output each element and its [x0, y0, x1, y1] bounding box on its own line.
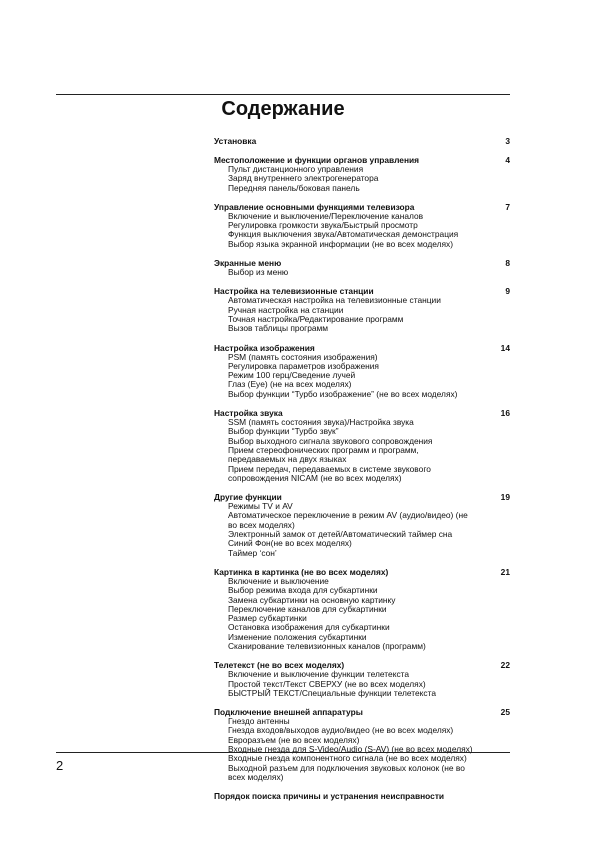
toc-section [214, 136, 510, 146]
toc-item[interactable]: Пульт дистанционного управления [228, 164, 364, 174]
toc-item[interactable]: Выбор функции “Турбо изображение” (не во всех моделях) [228, 388, 458, 399]
toc-item[interactable]: Сканирование телевизионных каналов (программ) [228, 640, 426, 651]
toc-section-title: Местоположение и функции органов управления [214, 155, 420, 165]
toc-item[interactable]: Функция выключения звука/Автоматическая демонстрация [228, 229, 459, 240]
toc-item[interactable]: Таймер ‘сон’ [228, 547, 277, 558]
toc-section [214, 258, 510, 277]
toc-section [214, 791, 510, 801]
toc-item[interactable]: SSM (память состояния звука)/Настройка звука [228, 417, 414, 428]
toc-item[interactable]: Прием стереофонических программ и программ, [228, 444, 419, 455]
toc-page-number: 8 [505, 258, 510, 269]
top-rule [56, 94, 510, 95]
toc-item[interactable]: Выбор языка экранной информации (не во всех моделях) [228, 238, 454, 249]
toc-item[interactable]: во всех моделях) [228, 519, 295, 530]
toc-item[interactable]: Простой текст/Текст СВЕРХУ (не во всех моделях) [228, 678, 426, 689]
toc-section-title: Настройка на телевизионные станции [214, 286, 374, 297]
toc-section-heading[interactable] [214, 136, 510, 146]
toc-item[interactable]: Входные гнезда для S-Video/Audio (S-AV) (не во всех моделях) [228, 744, 473, 755]
toc-item[interactable]: Режимы TV и AV [228, 501, 293, 512]
toc-item[interactable]: Глаз (Eye) (не на всех моделях) [228, 379, 352, 390]
toc-section-title: Установка [214, 136, 257, 146]
toc-item[interactable]: Автоматическое переключение в режим AV (аудио/видео) (не [228, 510, 468, 521]
toc-section [214, 408, 510, 483]
toc-item[interactable]: Ручная настройка на станции [228, 304, 344, 315]
toc-item[interactable]: Заряд внутреннего электрогенератора [228, 173, 379, 184]
toc-item[interactable]: Гнезда входов/выходов аудио/видео (не во всех моделях) [228, 725, 454, 736]
toc-item[interactable]: Гнездо антенны [228, 716, 290, 727]
toc-item[interactable]: PSM (память состояния изображения) [228, 351, 378, 362]
toc-section-heading[interactable] [214, 791, 510, 801]
toc-section-title: Подключение внешней аппаратуры [214, 707, 363, 718]
toc-item[interactable]: Включение и выключение [228, 575, 329, 586]
toc-item[interactable]: Размер субкартинки [228, 613, 307, 624]
toc-page-number: 14 [500, 342, 510, 353]
toc-item[interactable]: передаваемых на двух языках [228, 454, 347, 465]
toc-item[interactable]: Входные гнезда компонентного сигнала (не во всех моделях) [228, 753, 467, 764]
toc-page-number: 7 [505, 201, 510, 212]
toc-section-title: Настройка звука [214, 408, 283, 419]
toc-section-title: Порядок поиска причины и устранения неисправности [214, 791, 445, 802]
toc-item[interactable]: Включение и выключение/Переключение каналов [228, 210, 424, 221]
toc-item[interactable]: Замена субкартинки на основную картинку [228, 594, 396, 605]
toc-page-number: 25 [500, 707, 510, 718]
toc-item[interactable]: всех моделях) [228, 771, 284, 782]
toc-page-number: 9 [505, 286, 510, 297]
toc-section-title: Картинка в картинка (не во всех моделях) [214, 566, 389, 577]
table-of-contents [214, 136, 510, 810]
toc-section-title: Управление основными функциями телевизора [214, 201, 415, 212]
toc-item[interactable]: Остановка изображения для субкартинки [228, 622, 390, 633]
toc-section [214, 286, 510, 333]
toc-item[interactable]: Переключение каналов для субкартинки [228, 603, 387, 614]
toc-item[interactable]: БЫСТРЫЙ ТЕКСТ/Специальные функции телетекста [228, 687, 436, 698]
toc-item[interactable]: Регулировка громкости звука/Быстрый просмотр [228, 220, 418, 231]
toc-item[interactable]: Изменение положения субкартинки [228, 631, 367, 642]
toc-item[interactable]: Выбор из меню [228, 267, 289, 278]
toc-item[interactable]: Выбор выходного сигнала звукового сопровождения [228, 435, 433, 446]
toc-item[interactable]: Выбор функции “Турбо звук” [228, 426, 339, 437]
toc-section [214, 707, 510, 782]
bottom-rule [56, 752, 510, 753]
toc-item[interactable]: Вызов таблицы программ [228, 323, 329, 334]
toc-item[interactable]: Выходной разъем для подключения звуковых колонок (не во [228, 762, 465, 773]
toc-section-title: Другие функции [214, 492, 282, 503]
toc-section [214, 202, 510, 249]
toc-page-number: 22 [500, 660, 510, 671]
toc-item[interactable]: Включение и выключение функции телетекста [228, 669, 410, 680]
toc-item[interactable]: Автоматическая настройка на телевизионные станции [228, 295, 441, 306]
toc-section [214, 660, 510, 698]
toc-page-number: 4 [505, 155, 510, 165]
toc-item[interactable]: Евроразъем (не во всех моделях) [228, 734, 360, 745]
toc-section-title: Настройка изображения [214, 342, 315, 353]
toc-page-number: 3 [505, 136, 510, 146]
toc-item[interactable]: Регулировка параметров изображения [228, 360, 379, 371]
toc-item[interactable]: Прием передач, передаваемых в системе звукового [228, 463, 431, 474]
page-number: 2 [56, 758, 64, 773]
toc-page-number: 16 [500, 408, 510, 419]
toc-item[interactable]: Передняя панель/боковая панель [228, 182, 360, 193]
toc-item[interactable]: Режим 100 герц/Сведение лучей [228, 370, 356, 381]
toc-section [214, 343, 510, 399]
toc-page-number: 19 [500, 492, 510, 503]
toc-item[interactable]: сопровождения NICAM (не во всех моделях) [228, 472, 402, 483]
toc-section [214, 155, 510, 193]
toc-item[interactable]: Точная настройка/Редактирование программ [228, 313, 404, 324]
toc-item[interactable]: Синий Фон(не во всех моделях) [228, 538, 352, 549]
page-title: Содержание [221, 98, 345, 120]
toc-page-number: 21 [500, 566, 510, 577]
toc-section [214, 492, 510, 558]
toc-item[interactable]: Электронный замок от детей/Автоматический таймер сна [228, 529, 453, 540]
toc-section-title: Экранные меню [214, 258, 282, 269]
toc-section [214, 567, 510, 651]
toc-section-title: Телетекст (не во всех моделях) [214, 660, 345, 671]
toc-item[interactable]: Выбор режима входа для субкартинки [228, 585, 378, 596]
